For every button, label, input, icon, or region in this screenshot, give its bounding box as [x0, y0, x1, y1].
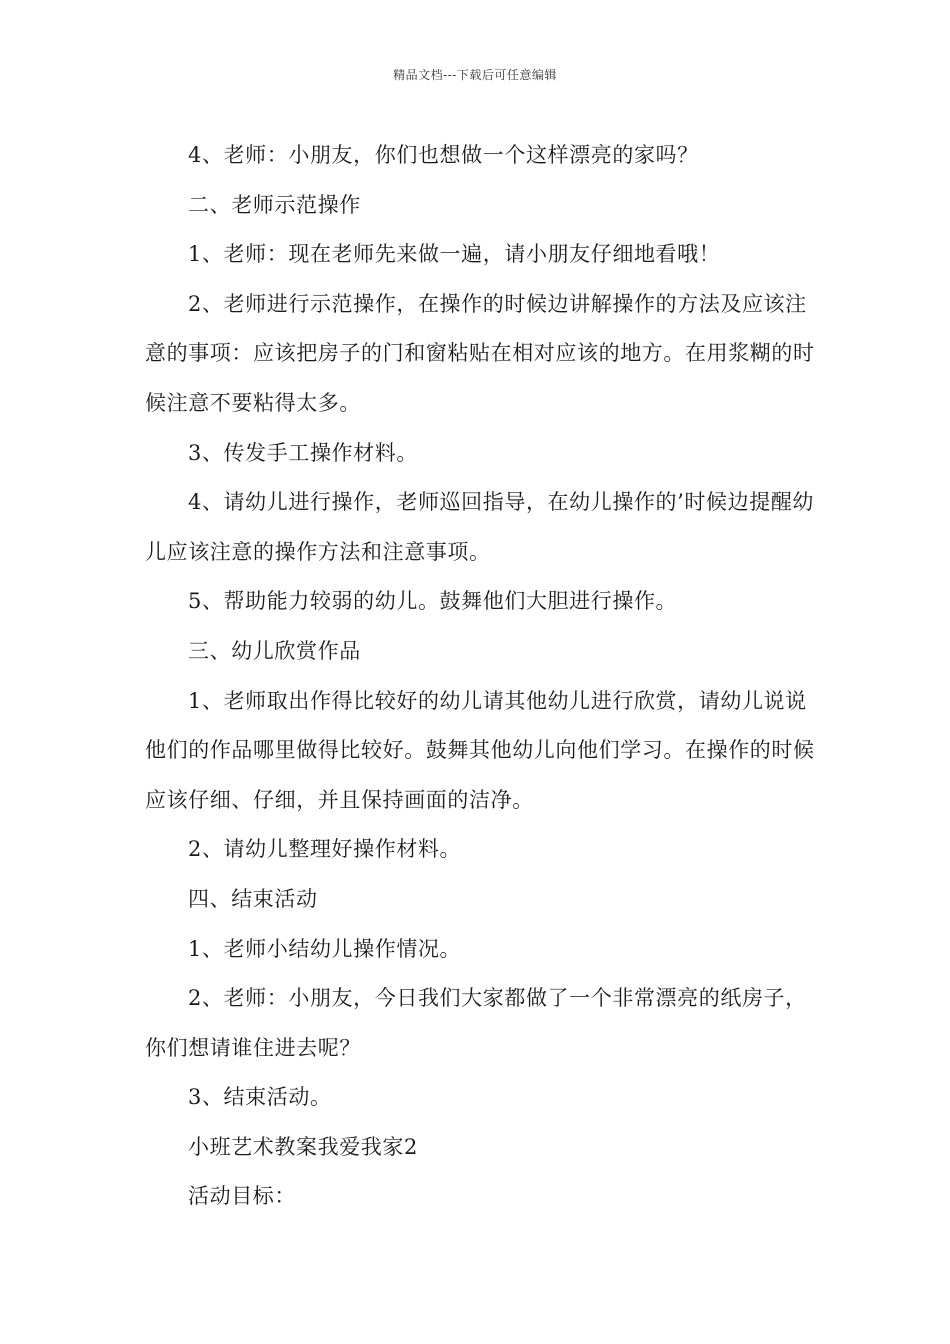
paragraph: 5、帮助能力较弱的幼儿。鼓舞他们大胆进行操作。 [188, 589, 678, 614]
paragraph: 2、老师进行示范操作，在操作的时候边讲解操作的方法及应该注意的事项：应该把房子的门和窗粘贴在相对应该的地方。在用浆糊的时候注意不要粘得太多。 [145, 291, 815, 415]
paragraph: 3、结束活动。 [188, 1085, 332, 1110]
section-heading: 活动目标： [188, 1184, 296, 1209]
paragraph: 1、老师取出作得比较好的幼儿请其他幼儿进行欣赏，请幼儿说说他们的作品哪里做得比较好。鼓舞其他幼儿向他们学习。在操作的时候应该仔细、仔细，并且保持画面的洁净。 [145, 688, 815, 812]
section-heading: 四、结束活动 [188, 886, 318, 911]
document-title: 小班艺术教案我爱我家2 [188, 1134, 418, 1159]
section-heading: 三、幼儿欣赏作品 [188, 638, 361, 663]
section-heading: 二、老师示范操作 [188, 192, 361, 217]
document-body [145, 131, 825, 1222]
page-header: 精品文档---下载后可任意编辑 [393, 68, 557, 82]
paragraph: 4、请幼儿进行操作，老师巡回指导，在幼儿操作的’时候边提醒幼儿应该注意的操作方法和注意事项。 [145, 490, 815, 564]
paragraph: 1、老师小结幼儿操作情况。 [188, 936, 462, 961]
paragraph: 2、老师：小朋友，今日我们大家都做了一个非常漂亮的纸房子，你们想请谁住进去呢？ [145, 986, 807, 1060]
paragraph: 4、老师：小朋友，你们也想做一个这样漂亮的家吗？ [188, 143, 699, 167]
paragraph: 2、请幼儿整理好操作材料。 [188, 837, 462, 862]
paragraph: 1、老师：现在老师先来做一遍，请小朋友仔细地看哦！ [188, 242, 721, 267]
paragraph: 3、传发手工操作材料。 [188, 440, 418, 465]
